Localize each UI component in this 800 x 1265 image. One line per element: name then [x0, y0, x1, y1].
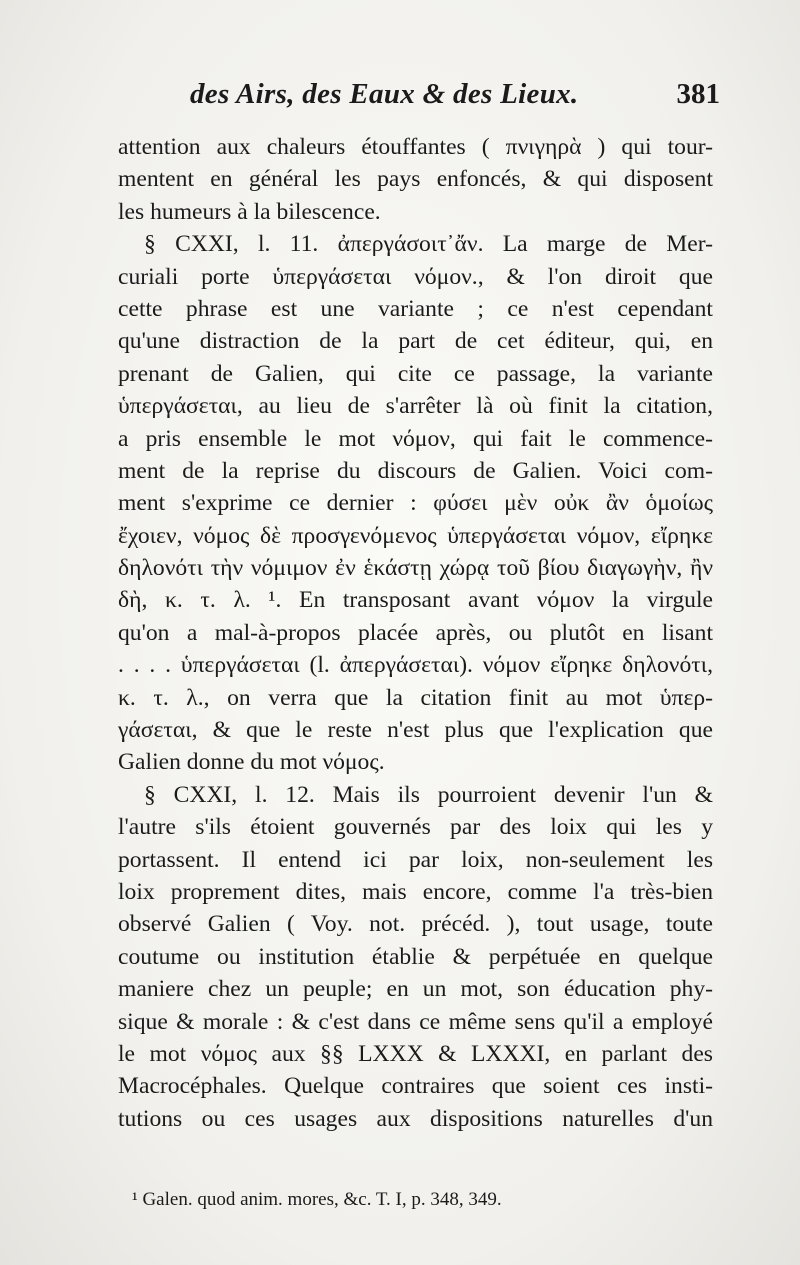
text-line: qu'une distraction de la part de cet éditeur, qui, en — [118, 328, 713, 355]
text-line: qu'on a mal-à-propos placée après, ou plutôt en lisant — [118, 619, 713, 646]
text-line: coutume ou institution établie & perpétuée en quelque — [118, 943, 713, 970]
text-line: γάσεται, & que le reste n'est plus que l'explication que — [118, 717, 713, 744]
text-line: κ. τ. λ., on verra que la citation finit au mot ὑπερ- — [118, 684, 713, 711]
text-line: tutions ou ces usages aux dispositions naturelles d'un — [118, 1105, 713, 1132]
text-line: ὑπεργάσεται, au lieu de s'arrêter là où finit la citation, — [118, 393, 713, 420]
text-line: § CXXI, l. 11. ἀπεργάσοιτ᾽ἄν. La marge de Mer- — [144, 231, 713, 258]
text-line: observé Galien ( Voy. not. précéd. ), tout usage, toute — [118, 911, 713, 938]
text-line: loix proprement dites, mais encore, comme l'a très-bien — [118, 878, 713, 905]
text-line: l'autre s'ils étoient gouvernés par des loix qui les y — [118, 814, 713, 841]
page-header — [190, 78, 720, 118]
running-title: des Airs, des Eaux & des Lieux. — [190, 78, 579, 110]
text-line: prenant de Galien, qui cite ce passage, la variante — [118, 360, 713, 387]
text-line: ment de la reprise du discours de Galien. Voici com- — [118, 457, 713, 484]
text-line: ment s'exprime ce dernier : φύσει μὲν οὐκ ἂν ὁμοίως — [118, 490, 713, 517]
footnote: ¹ Galen. quod anim. mores, &c. T. I, p. 348, 349. — [132, 1189, 502, 1210]
text-line: curiali porte ὑπεργάσεται νόμον., & l'on diroit que — [118, 263, 713, 290]
text-line: le mot νόμος aux §§ LXXX & LXXXI, en parlant des — [118, 1040, 713, 1067]
text-line: les humeurs à la bilescence. — [118, 198, 381, 225]
text-line: Galien donne du mot νόμος. — [118, 749, 385, 776]
page-number: 381 — [676, 78, 720, 110]
text-line: portassent. Il entend ici par loix, non-seulement les — [118, 846, 713, 873]
text-line: . . . . ὑπεργάσεται (l. ἀπεργάσεται). νόμον εἴρηκε δηλονότι, — [118, 652, 713, 679]
text-line: sique & morale : & c'est dans ce même sens qu'il a employé — [118, 1008, 713, 1035]
body-text — [118, 131, 713, 1135]
text-line: δηλονότι τὴν νόμιμον ἐν ἑκάστῃ χώρᾳ τοῦ βίου διαγωγὴν, ἢν — [118, 555, 713, 582]
text-line: maniere chez un peuple; en un mot, son éducation phy- — [118, 976, 713, 1003]
text-line: attention aux chaleurs étouffantes ( πνιγηρὰ ) qui tour- — [118, 134, 713, 160]
text-line: ἔχοιεν, νόμος δὲ προσγενόμενος ὑπεργάσεται νόμον, εἴρηκε — [118, 522, 713, 549]
text-line: δὴ, κ. τ. λ. ¹. En transposant avant νόμον la virgule — [118, 587, 713, 614]
text-line: mentent en général les pays enfoncés, & qui disposent — [118, 166, 713, 193]
text-line: Macrocéphales. Quelque contraires que soient ces insti- — [118, 1073, 713, 1100]
text-line: a pris ensemble le mot νόμον, qui fait le commence- — [118, 425, 713, 452]
text-line: § CXXI, l. 12. Mais ils pourroient devenir l'un & — [144, 781, 713, 808]
text-line: cette phrase est une variante ; ce n'est cependant — [118, 295, 713, 322]
